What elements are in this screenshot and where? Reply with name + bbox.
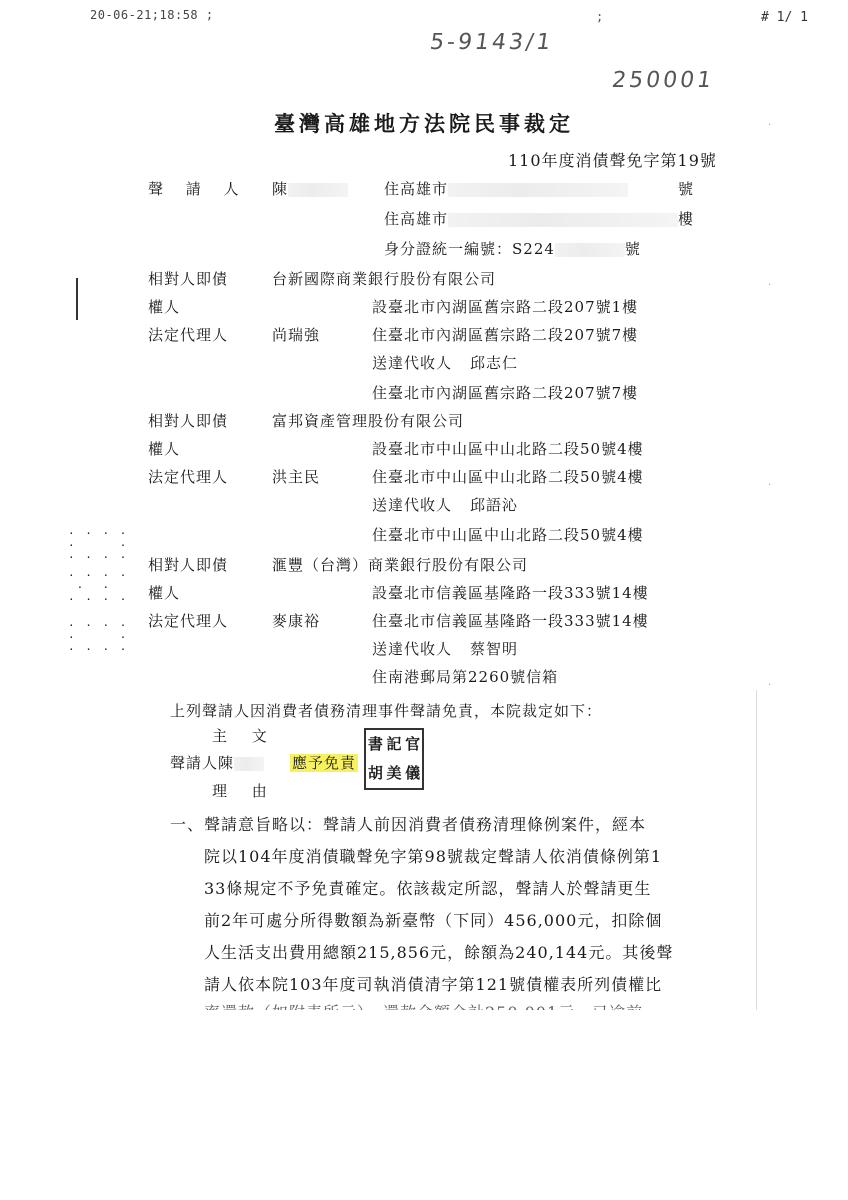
applicant-name: 陳 (272, 178, 348, 199)
scan-edge-shadow (756, 690, 757, 1010)
main-text-highlight: 應予免責 (292, 754, 357, 772)
creditor-2-role-a: 相對人即債 (148, 412, 229, 430)
creditor-3-name: 滙豐（台灣）商業銀行股份有限公司 (272, 556, 529, 574)
creditor-1-rep-address: 住臺北市內湖區舊宗路二段207號7樓 (372, 326, 639, 344)
margin-bar (76, 278, 78, 320)
clerk-seal-stamp: 書 記 官 胡 美 儀 (364, 728, 424, 790)
creditor-3-role-a: 相對人即債 (148, 556, 229, 574)
applicant-id: 身分證統一編號：S224 號 (384, 240, 641, 258)
applicant-role: 聲 請 人 (148, 180, 248, 198)
creditor-1-role-b: 權人 (148, 298, 181, 316)
bleed-mark: · (768, 480, 772, 491)
reason-line-6: 請人依本院103年度司執消債清字第121號債權表所列債權比 (204, 975, 663, 994)
ruling-intro: 上列聲請人因消費者債務清理事件聲請免責，本院裁定如下： (170, 702, 603, 720)
creditor-1-rep-role: 法定代理人 (148, 326, 229, 344)
creditor-2-address: 設臺北市中山區中山北路二段50號4樓 (372, 440, 644, 458)
creditor-1-agent: 送達代收人 邱志仁 (372, 354, 519, 372)
redaction-block (448, 213, 678, 227)
creditor-1-name: 台新國際商業銀行股份有限公司 (272, 270, 497, 288)
fax-separator: ; (596, 10, 604, 24)
redaction-block (555, 243, 625, 257)
reason-line-2: 院以104年度消債職聲免字第98號裁定聲請人依消債條例第1 (204, 847, 663, 866)
main-text-heading: 主 文 (212, 727, 277, 745)
creditor-3-agent-address: 住南港郵局第2260號信箱 (372, 668, 559, 686)
reason-line-3: 33條規定不予免責確定。依該裁定所認，聲請人於聲請更生 (204, 879, 652, 898)
redaction-block (234, 757, 264, 771)
creditor-2-agent-address: 住臺北市中山區中山北路二段50號4樓 (372, 526, 644, 544)
document-title: 臺灣高雄地方法院民事裁定 (274, 111, 574, 136)
creditor-1-address: 設臺北市內湖區舊宗路二段207號1樓 (372, 298, 639, 316)
creditor-2-rep-address: 住臺北市中山區中山北路二段50號4樓 (372, 468, 644, 486)
creditor-3-role-b: 權人 (148, 584, 181, 602)
creditor-3-rep-name: 麥康裕 (272, 612, 321, 630)
redaction-block (288, 183, 348, 197)
main-text: 聲請人陳 應予免責 (170, 754, 357, 772)
applicant-address-1: 住高雄市 號 (384, 180, 695, 198)
case-number: 110年度消債聲免字第19號 (508, 151, 717, 170)
fax-timestamp: 20-06-21;18:58 ; (90, 8, 214, 22)
creditor-2-rep-name: 洪主民 (272, 468, 321, 486)
punch-hole-dots: · · · · · · · · · · (68, 569, 129, 606)
punch-hole-dots: · · · · · · · · · · (68, 619, 129, 656)
applicant-address-2: 住高雄市 樓 (384, 210, 695, 228)
creditor-2-agent: 送達代收人 邱語沁 (372, 496, 519, 514)
bleed-mark: · (768, 120, 772, 131)
bleed-mark: · (768, 280, 772, 291)
creditor-2-rep-role: 法定代理人 (148, 468, 229, 486)
bleed-mark: · (768, 680, 772, 691)
handwritten-note-2: 250001 (610, 68, 716, 93)
creditor-3-rep-role: 法定代理人 (148, 612, 229, 630)
creditor-1-rep-name: 尚瑞強 (272, 326, 321, 344)
creditor-3-address: 設臺北市信義區基隆路一段333號14樓 (372, 584, 649, 602)
creditor-1-role-a: 相對人即債 (148, 270, 229, 288)
blank-lower-area (0, 1010, 848, 1200)
reason-heading: 理 由 (212, 782, 277, 800)
creditor-2-role-b: 權人 (148, 440, 181, 458)
creditor-1-agent-address: 住臺北市內湖區舊宗路二段207號7樓 (372, 384, 639, 402)
reason-line-1: 一、聲請意旨略以：聲請人前因消費者債務清理條例案件，經本 (170, 815, 647, 834)
creditor-3-rep-address: 住臺北市信義區基隆路一段333號14樓 (372, 612, 649, 630)
fax-page-number: # 1/ 1 (761, 10, 808, 25)
creditor-3-agent: 送達代收人 蔡智明 (372, 640, 519, 658)
punch-hole-dots: · · · · · · · · · · (68, 527, 129, 564)
reason-line-5: 人生活支出費用總額215,856元，餘額為240,144元。其後聲 (204, 943, 674, 962)
redaction-block (448, 183, 628, 197)
handwritten-note-1: 5-9143/1 (428, 30, 556, 55)
creditor-2-name: 富邦資產管理股份有限公司 (272, 412, 465, 430)
reason-line-4: 前2年可處分所得數額為新臺幣（下同）456,000元，扣除個 (204, 911, 663, 930)
